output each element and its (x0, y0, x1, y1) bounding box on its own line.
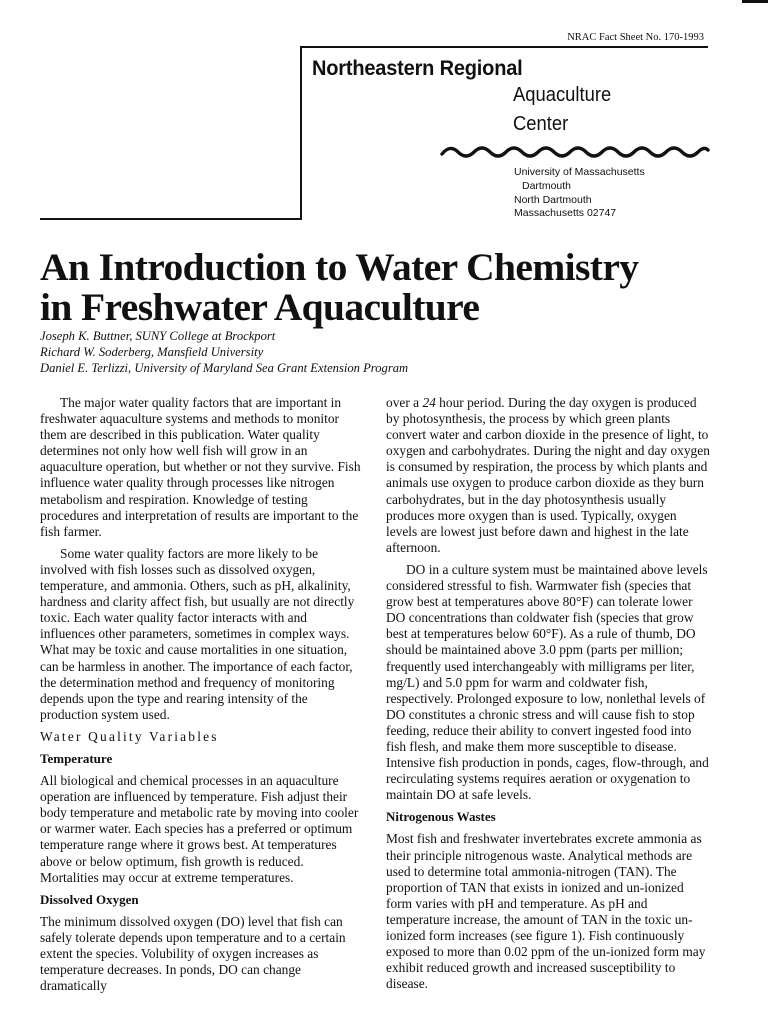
do-continued-paragraph (386, 395, 711, 556)
corner-mark (742, 0, 768, 3)
header-vertical-rule (300, 46, 302, 220)
text-run: hour period. During the day oxygen is produced by photosynthesis, the process by which green plants convert water and carbon dioxide in the presence of light, to oxygen and carbohydrates. During the night and day oxygen is consumed by respiration, the process by which plants and animals use oxygen to produce carbon dioxide as they burn carbohydrates, but in the day photosynthesis usually produces more oxygen than is used. Typically, oxygen levels are lowest just before dawn and highest in the late afternoon. (386, 395, 710, 555)
org-name-line3: Center (513, 113, 569, 135)
authors (40, 328, 408, 376)
wave-logo (440, 140, 710, 162)
header-left-rule (40, 218, 302, 220)
right-column (386, 395, 711, 998)
intro-paragraph: The major water quality factors that are important in freshwater aquaculture systems and methods to monitor them are described in this publication. Water quality determines not only how well fish will grow in an aquaculture operation, but whether or not they survive. Fish influence water quality through processes like nitrogen metabolism and respiration. Knowledge of testing procedures and interpretation of results are important to the fish farmer. (40, 395, 361, 539)
do-levels-paragraph: DO in a culture system must be maintained above levels considered stressful to fish. Warmwater fish (species that grow best at temperatures above 80°F) can tolerate lower DO concentrations than coldwater fish (species that grow best at temperatures below 60°F). As a rule of thumb, DO should be maintained above 3.0 ppm (parts per million; frequently used interchangeably with milligrams per liter, mg/L) and 5.0 ppm for warm and coldwater fish, respectively. Prolonged exposure to low, nonlethal levels of DO constitutes a chronic stress and will cause fish to stop feeding, reduce their ability to convert ingested food into fish flesh, and make them more susceptible to disease. Intensive fish production in ponds, cages, flow-through, and recirculating systems requires aeration or oxygenation to maintain DO at safe levels. (386, 561, 709, 803)
italic-number: 24 (422, 395, 436, 410)
author-line: Joseph K. Buttner, SUNY College at Brockport (40, 329, 276, 343)
title-line: in Freshwater Aquaculture (40, 285, 480, 329)
address-line: University of Massachusetts (514, 166, 645, 178)
section-heading: Water Quality Variables (40, 728, 219, 744)
dissolved-oxygen-paragraph: The minimum dissolved oxygen (DO) level that fish can safely tolerate depends upon temperature and to a certain extent the species. Volubility of oxygen increases as temperature decreases. In ponds, DO can change dramatically (40, 913, 346, 994)
author-line: Daniel E. Terlizzi, University of Maryland Sea Grant Extension Program (40, 361, 409, 375)
nitrogenous-wastes-heading: Nitrogenous Wastes (386, 809, 496, 825)
address-line: North Dartmouth (514, 193, 592, 206)
org-name-line2: Aquaculture (513, 84, 612, 106)
intro-paragraph: Some water quality factors are more likely to be involved with fish losses such as dissolved oxygen, temperature, and ammonia. Others, such as pH, alkalinity, hardness and clarity affect fish, but usually are not directly toxic. Each water quality factor interacts with and influences other parameters, sometimes in complex ways. What may be toxic and cause mortalities in one situation, can be harmless in another. The importance of each factor, the determination method and frequency of monitoring depends upon the type and rearing intensity of the production system used. (40, 545, 355, 722)
text-run: over a (386, 395, 423, 410)
org-name-line1: Northeastern Regional (312, 56, 523, 80)
nitrogenous-wastes-paragraph: Most fish and freshwater invertebrates excrete ammonia as their principle nitrogenous waste. Analytical methods are used to determine total ammonia-nitrogen (TAN). The proportion of TAN that exists in ionized and un-ionized form varies with pH and temperature. As pH and temperature increase, the amount of TAN in the toxic un-ionized form increases (see figure 1). Fish continuously exposed to more than 0.02 ppm of the un-ionized form may exhibit reduced growth and increased susceptibility to disease. (386, 831, 706, 992)
left-column (40, 395, 365, 1000)
fact-sheet-number: NRAC Fact Sheet No. 170-1993 (567, 32, 704, 43)
header-top-rule (300, 46, 708, 48)
temperature-paragraph: All biological and chemical processes in an aquaculture operation are influenced by temperature. Fish adjust their body temperature and metabolic rate by moving into cooler or warmer water. Each species has a preferred or optimum temperature range where it grows best. At temperatures above or below optimum, fish growth is reduced. Mortalities may occur at extreme temperatures. (40, 773, 359, 885)
title-line: An Introduction to Water Chemistry (40, 245, 639, 289)
address-line: Dartmouth (522, 179, 572, 192)
page-title (40, 247, 740, 327)
address-line: Massachusetts 02747 (514, 207, 617, 220)
temperature-heading: Temperature (40, 750, 113, 766)
address-block (514, 166, 645, 221)
dissolved-oxygen-heading: Dissolved Oxygen (40, 891, 139, 907)
author-line: Richard W. Soderberg, Mansfield University (40, 345, 264, 359)
